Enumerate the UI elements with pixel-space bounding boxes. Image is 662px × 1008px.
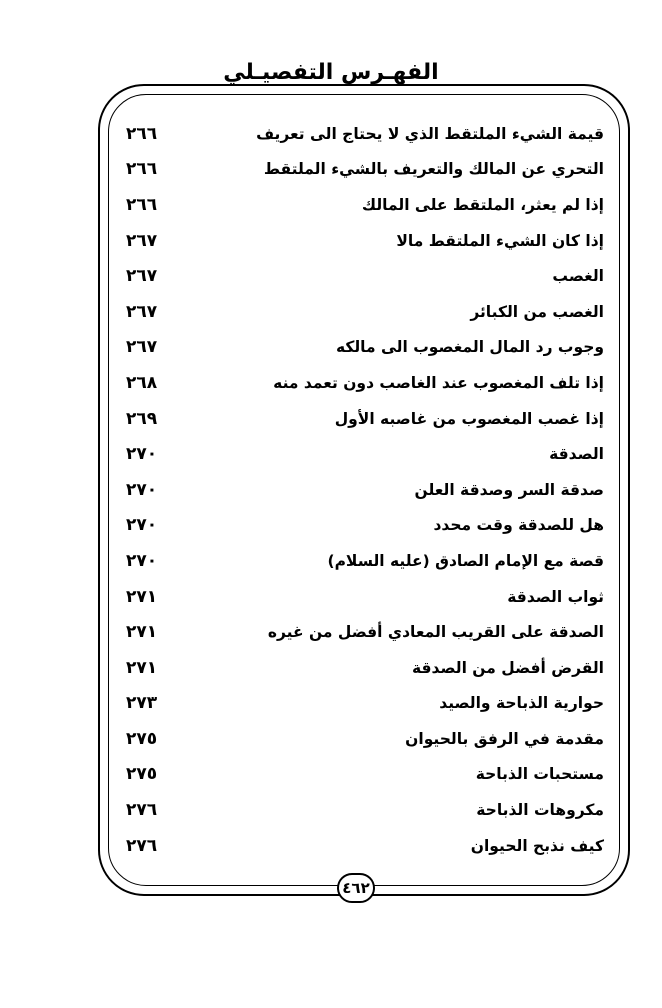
toc-entry-page: ٢٧٥ — [126, 764, 158, 785]
toc-entry — [126, 757, 604, 793]
toc-entry-title: قيمة الشيء الملتقط الذي لا يحتاج الى تعريف — [256, 124, 604, 143]
toc-entry — [126, 187, 604, 223]
toc-entry-title: إذا لم يعثر، الملتقط على المالك — [361, 195, 604, 214]
toc-entry-title: ثواب الصدقة — [507, 587, 604, 606]
toc-entry-title: القرض أفضل من الصدقة — [412, 658, 604, 677]
toc-entry — [126, 116, 604, 152]
toc-entry — [126, 294, 604, 330]
toc-entry-title: مقدمة في الرفق بالحيوان — [405, 729, 604, 748]
toc-entry-page: ٢٧٦ — [126, 835, 158, 856]
toc-entry-title: هل للصدقة وقت محدد — [433, 516, 604, 535]
toc-entry — [126, 579, 604, 615]
toc-entry-page: ٢٦٨ — [126, 372, 158, 393]
toc-entry — [126, 258, 604, 294]
toc-entry-title: قصة مع الإمام الصادق (عليه السلام) — [327, 551, 604, 570]
toc-entry — [126, 508, 604, 544]
toc-entry — [126, 365, 604, 401]
toc-entry-title: حوارية الذباحة والصيد — [439, 694, 604, 713]
toc-entry-page: ٢٧١ — [126, 586, 158, 607]
toc-entry — [126, 472, 604, 508]
toc-entry — [126, 543, 604, 579]
toc-entry-page: ٢٧٠ — [126, 444, 158, 465]
toc-entry — [126, 828, 604, 864]
toc-entry-title: صدقة السر وصدقة العلن — [414, 480, 604, 499]
toc-entry-page: ٢٧٣ — [126, 693, 158, 714]
toc-entry-page: ٢٦٦ — [126, 194, 158, 215]
toc-entry-title: الغصب من الكبائر — [470, 302, 604, 321]
toc-entry-title: الصدقة — [549, 445, 604, 464]
toc-entry-page: ٢٧٥ — [126, 728, 158, 749]
toc-entry-page: ٢٦٧ — [126, 337, 158, 358]
toc-entry — [126, 650, 604, 686]
toc-entry-page: ٢٦٧ — [126, 266, 158, 287]
toc-entry — [126, 152, 604, 188]
toc-entry — [126, 721, 604, 757]
toc-entry-title: إذا غصب المغصوب من غاصبه الأول — [334, 409, 604, 428]
toc-entry — [126, 614, 604, 650]
toc-entry-page: ٢٦٦ — [126, 159, 158, 180]
toc-entry — [126, 401, 604, 437]
toc-entry — [126, 686, 604, 722]
table-of-contents — [126, 116, 604, 863]
toc-entry — [126, 223, 604, 259]
toc-entry — [126, 436, 604, 472]
toc-entry-title: مستحبات الذباحة — [475, 765, 604, 784]
toc-entry-page: ٢٧٦ — [126, 800, 158, 821]
toc-entry-title: كيف نذبح الحيوان — [470, 836, 604, 855]
toc-entry-title: التحري عن المالك والتعريف بالشيء الملتقط — [263, 160, 604, 179]
toc-entry-title: مكروهات الذباحة — [476, 801, 604, 820]
toc-entry-page: ٢٦٧ — [126, 301, 158, 322]
toc-entry-page: ٢٧٠ — [126, 550, 158, 571]
toc-entry-page: ٢٧٠ — [126, 515, 158, 536]
toc-entry-page: ٢٧١ — [126, 622, 158, 643]
page-header-title: الفهـرس التفصيـلي — [223, 60, 439, 85]
toc-entry-title: وجوب رد المال المغصوب الى مالكه — [335, 338, 604, 357]
toc-entry-title: الغصب — [552, 267, 604, 286]
toc-entry-page: ٢٧١ — [126, 657, 158, 678]
toc-entry-page: ٢٦٦ — [126, 123, 158, 144]
toc-entry-page: ٢٦٧ — [126, 230, 158, 251]
page-number-badge: ٤٦٢ — [337, 873, 375, 903]
toc-entry-page: ٢٧٠ — [126, 479, 158, 500]
toc-entry-page: ٢٦٩ — [126, 408, 158, 429]
toc-entry-title: إذا تلف المغصوب عند الغاصب دون تعمد منه — [273, 373, 604, 392]
toc-entry-title: إذا كان الشيء الملتقط مالا — [396, 231, 604, 250]
toc-entry — [126, 330, 604, 366]
toc-entry-title: الصدقة على القريب المعادي أفضل من غيره — [267, 623, 604, 642]
toc-entry — [126, 792, 604, 828]
